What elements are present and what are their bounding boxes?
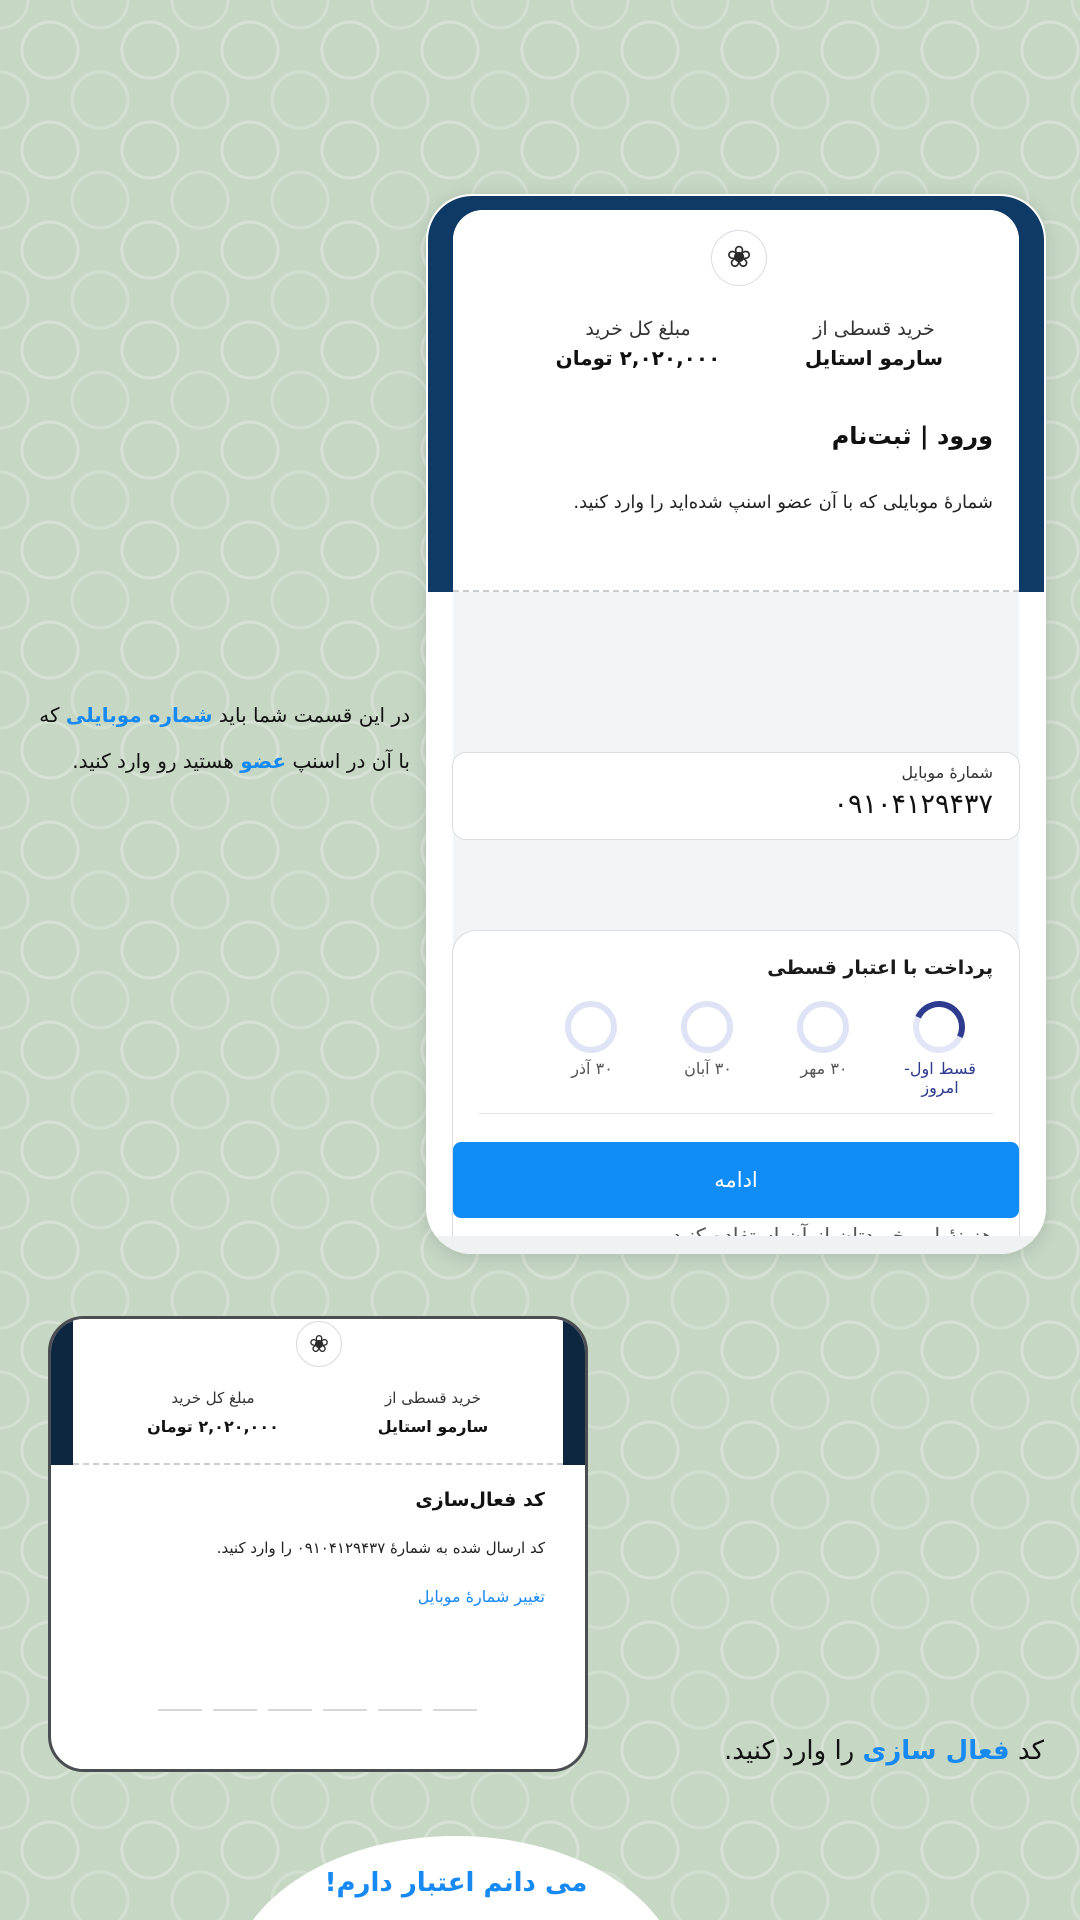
purchase-header <box>73 1319 563 1465</box>
have-credit-link[interactable]: می دانم اعتبار دارم! <box>324 1868 588 1898</box>
mobile-field-value[interactable]: ۰۹۱۰۴۱۲۹۴۳۷ <box>833 789 993 820</box>
caption-text: را وارد کنید. <box>724 1736 855 1766</box>
caption-text: که <box>39 703 60 727</box>
login-title: ورود | ثبت‌نام <box>831 422 993 450</box>
otp-slot[interactable] <box>378 1709 422 1711</box>
mobile-field[interactable] <box>452 752 1020 840</box>
otp-slot[interactable] <box>213 1709 257 1711</box>
purchase-label: خرید قسطی از <box>385 1389 481 1407</box>
installment-progress-ring-3 <box>681 1001 733 1053</box>
installment-progress-ring-4 <box>565 1001 617 1053</box>
caption-text: هستید رو وارد کنید. <box>72 749 234 773</box>
caption-highlight: فعال سازی <box>862 1736 1010 1766</box>
continue-button[interactable]: ادامه <box>453 1142 1019 1218</box>
total-label: مبلغ کل خرید <box>171 1389 255 1407</box>
purchase-label: خرید قسطی از <box>813 318 935 340</box>
otp-slot[interactable] <box>433 1709 477 1711</box>
installment-step-label: ۳۰ آذر <box>571 1059 613 1078</box>
activation-description: کد ارسال شده به شمارهٔ ۰۹۱۰۴۱۲۹۴۳۷ را وارد کنید. <box>216 1539 545 1557</box>
main-phone-card <box>426 194 1046 1254</box>
caption-line-1 <box>30 692 410 738</box>
caption-text: کد <box>1017 1736 1044 1766</box>
installment-step-label: ۳۰ مهر <box>800 1059 848 1078</box>
installment-step-label: قسط اول- امروز <box>904 1059 976 1097</box>
activation-phone-card <box>48 1316 588 1772</box>
activation-title: کد فعال‌سازی <box>415 1489 545 1511</box>
installment-title: پرداخت با اعتبار قسطی <box>767 957 993 979</box>
ornament-logo-icon: ❀ <box>711 230 767 286</box>
caption-highlight: عضو <box>240 749 287 773</box>
ornament-logo-icon: ❀ <box>296 1321 342 1367</box>
caption-highlight: شماره موبایلی <box>65 703 213 727</box>
installment-step-label: ۳۰ آبان <box>684 1059 732 1078</box>
total-value: ۲,۰۲۰,۰۰۰ تومان <box>147 1417 279 1436</box>
mobile-field-label: شمارهٔ موبایل <box>901 763 993 782</box>
activation-card-inner <box>73 1319 563 1769</box>
installment-progress-ring-1 <box>906 994 973 1061</box>
purchase-header <box>453 210 1019 592</box>
activation-instruction-caption <box>724 1736 1044 1766</box>
change-number-link[interactable]: تغییر شمارهٔ موبایل <box>417 1587 545 1606</box>
store-name: سارمو استایل <box>377 1417 489 1436</box>
mobile-instruction-caption <box>30 692 410 784</box>
otp-slot[interactable] <box>323 1709 367 1711</box>
caption-text: با آن در اسنپ <box>292 749 410 773</box>
otp-slot[interactable] <box>268 1709 312 1711</box>
installment-progress-ring-2 <box>797 1001 849 1053</box>
home-indicator-bar <box>426 1236 1046 1254</box>
login-description: شمارهٔ موبایلی که با آن عضو اسنپ شده‌اید را وارد کنید. <box>573 492 993 513</box>
installment-divider <box>479 1113 993 1114</box>
store-name: سارمو استایل <box>804 346 944 370</box>
caption-line-2 <box>30 738 410 784</box>
total-label: مبلغ کل خرید <box>585 318 691 340</box>
otp-slot[interactable] <box>158 1709 202 1711</box>
caption-text: در این قسمت شما باید <box>218 703 410 727</box>
total-value: ۲,۰۲۰,۰۰۰ تومان <box>555 346 721 370</box>
